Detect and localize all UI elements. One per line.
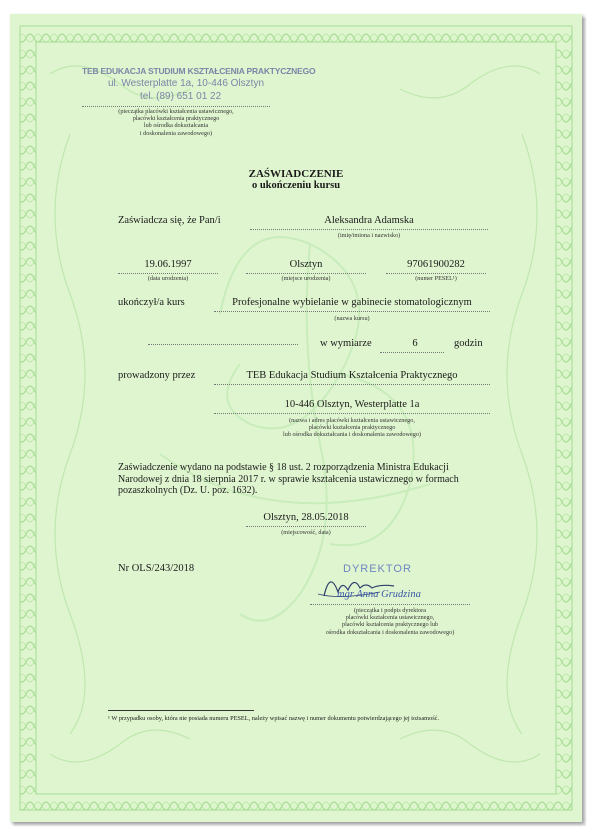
certifies-label: Zaświadcza się, że Pan/i [118,215,221,226]
institution-address: 10-446 Olsztyn, Westerplatte 1a [284,399,420,410]
place-date-caption: (miejscowość, data) [281,529,331,536]
document-number: Nr OLS/243/2018 [118,563,195,574]
institution-caption-line: placówki kształcenia praktycznego [308,424,396,432]
signature-caption [310,607,470,636]
person-name: Aleksandra Adamska [324,215,414,226]
footnote-rule [108,710,254,711]
course-name-line [214,311,490,312]
institution-caption [214,417,490,439]
signature-line [310,604,470,605]
duration-unit: godzin [454,338,483,349]
stamp-caption-line: i doskonalenia zawodowego) [139,129,213,137]
stamp-caption [82,108,270,137]
stamp-underline [82,106,270,107]
institution-address-line [214,413,490,414]
course-name: Profesjonalne wybielanie w gabinecie stomatologicznym [232,297,472,308]
place-date: Olsztyn, 28.05.2018 [263,512,349,523]
person-name-caption: (imię/imiona i nazwisko) [337,232,401,239]
pesel-line [386,273,486,274]
pesel-caption: (numer PESEL¹) [415,275,457,282]
legal-basis-text: Zaświadczenie wydano na podstawie § 18 ust. 2 rozporządzenia Ministra Edukacji Narodowej z dnia 18 sierpnia 2017 r. w sprawie kształcenia ustawicznego w formach pozaszkolnych (Dz. U. poz. 1632). [118,462,459,496]
document-title: ZAŚWIADCZENIE [248,168,344,180]
person-name-line [250,229,488,230]
institution-caption-line: lub ośrodka dokształcania i doskonalenia zawodowego) [283,431,421,439]
stamp-line-1: TEB EDUKACJA STUDIUM KSZTAŁCENIA PRAKTYCZNEGO [82,66,316,76]
stamp-caption-line: (pieczątka placówki kształcenia ustawicznego, [118,108,234,115]
certificate-sheet [10,14,582,822]
birth-date-caption: (data urodzenia) [147,275,189,282]
signature-caption-line: (pieczątka i podpis dyrektora [354,607,426,614]
institution-caption-line: (nazwa i adres placówki kształcenia ustawicznego, [289,417,415,424]
duration-value: 6 [412,338,418,349]
stamp-caption-line: placówki kształcenia praktycznego [132,115,220,123]
place-date-line [246,526,366,527]
document-subtitle: o ukończeniu kursu [251,180,341,191]
signature-caption-line: ośrodka dokształcania i doskonalenia zawodowego) [325,628,455,636]
duration-line [380,352,444,353]
signature-name: mgr Anna Grudzina [337,589,421,600]
birth-place-caption: (miejsce urodzenia) [281,275,331,282]
pesel-number: 97061900282 [407,259,465,270]
institution-name-line [214,384,490,385]
birth-date: 19.06.1997 [144,259,192,270]
extra-course-line [148,344,298,345]
signature-caption-line: placówki kształcenia praktycznego lub [341,621,439,629]
birth-date-line [118,273,218,274]
course-name-caption: (nazwa kursu) [334,315,370,322]
signature-title: DYREKTOR [343,563,412,575]
signature-caption-line: placówki kształcenia ustawicznego, [345,614,435,622]
stamp-caption-line: lub ośrodka dokształcania [143,122,209,130]
conducted-label: prowadzony przez [118,370,196,381]
stamp-line-2: ul. Westerplatte 1a, 10-446 Olsztyn [108,78,265,89]
birth-place-line [246,273,366,274]
duration-label: w wymiarze [320,338,372,349]
stamp-line-3: tel. (89) 651 01 22 [140,91,222,102]
completed-label: ukończył/a kurs [118,297,185,308]
birth-place: Olsztyn [289,259,323,270]
institution-name: TEB Edukacja Studium Kształcenia Praktycznego [246,370,458,381]
footnote-text: ¹ W przypadku osoby, która nie posiada numeru PESEL, należy wpisać nazwę i numer dokumentu potwierdzającego jej tożsamość. [108,715,440,722]
